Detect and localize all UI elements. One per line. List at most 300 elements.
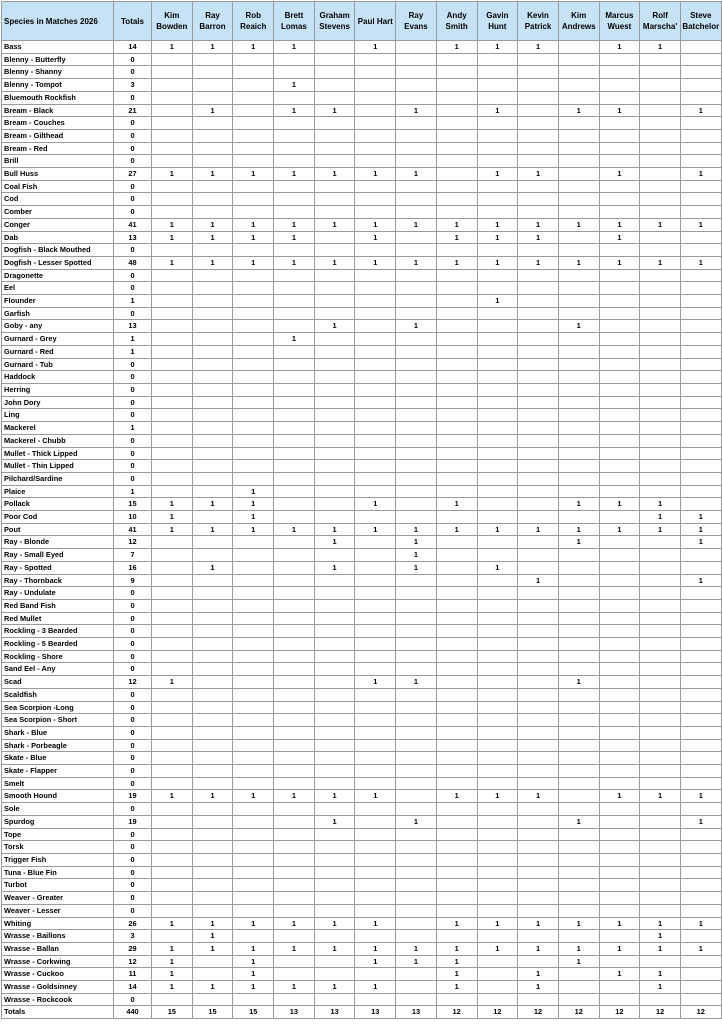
species-total: 0 (114, 193, 152, 206)
catch-mark (518, 142, 559, 155)
species-total: 3 (114, 79, 152, 92)
catch-mark (192, 295, 233, 308)
catch-mark (518, 752, 559, 765)
catch-mark (192, 460, 233, 473)
catch-mark (152, 828, 193, 841)
table-row (2, 536, 722, 549)
catch-mark: 1 (680, 218, 721, 231)
catch-mark: 1 (680, 790, 721, 803)
catch-mark (314, 434, 355, 447)
catch-mark (436, 676, 477, 689)
catch-mark (477, 383, 518, 396)
catch-mark: 1 (192, 256, 233, 269)
catch-mark (477, 752, 518, 765)
catch-mark (599, 79, 640, 92)
catch-mark (355, 701, 396, 714)
catch-mark (314, 803, 355, 816)
catch-mark (680, 561, 721, 574)
catch-mark (680, 282, 721, 295)
catch-mark: 1 (274, 942, 315, 955)
catch-mark (558, 282, 599, 295)
catch-mark (396, 129, 437, 142)
species-total: 0 (114, 587, 152, 600)
catch-mark (152, 688, 193, 701)
table-row (2, 739, 722, 752)
catch-mark (233, 726, 274, 739)
catch-mark (274, 142, 315, 155)
catch-mark (192, 841, 233, 854)
catch-mark (314, 231, 355, 244)
catch-mark: 1 (314, 790, 355, 803)
catch-mark (192, 180, 233, 193)
catch-mark (558, 688, 599, 701)
species-name: Rockling - Shore (2, 650, 114, 663)
species-name: Wrasse - Baillons (2, 930, 114, 943)
catch-mark (355, 307, 396, 320)
catch-mark (233, 625, 274, 638)
catch-mark (599, 244, 640, 257)
catch-mark (274, 587, 315, 600)
catch-mark (192, 854, 233, 867)
catch-mark: 1 (436, 917, 477, 930)
catch-mark (477, 91, 518, 104)
catch-mark: 1 (680, 168, 721, 181)
catch-mark (558, 879, 599, 892)
species-total: 0 (114, 841, 152, 854)
catch-mark (640, 726, 681, 739)
catch-mark (314, 777, 355, 790)
species-total: 0 (114, 828, 152, 841)
species-name: Wrasse - Ballan (2, 942, 114, 955)
catch-mark (396, 739, 437, 752)
catch-mark (152, 117, 193, 130)
catch-mark (680, 371, 721, 384)
catch-mark (518, 307, 559, 320)
catch-mark (477, 307, 518, 320)
species-total: 0 (114, 599, 152, 612)
catch-mark (436, 765, 477, 778)
catch-mark (355, 714, 396, 727)
catch-mark (436, 371, 477, 384)
catch-mark (640, 396, 681, 409)
catch-mark: 1 (518, 218, 559, 231)
catch-mark (274, 396, 315, 409)
catch-mark (599, 726, 640, 739)
catch-mark (640, 625, 681, 638)
catch-mark: 1 (233, 790, 274, 803)
catch-mark (518, 815, 559, 828)
catch-mark: 1 (558, 523, 599, 536)
catch-mark (599, 993, 640, 1006)
catch-mark (152, 485, 193, 498)
catch-mark: 1 (599, 256, 640, 269)
species-total: 0 (114, 434, 152, 447)
catch-mark (396, 91, 437, 104)
catch-mark (274, 904, 315, 917)
catch-mark (233, 765, 274, 778)
catch-mark (233, 282, 274, 295)
catch-mark (152, 383, 193, 396)
catch-mark: 1 (355, 231, 396, 244)
catch-mark (640, 676, 681, 689)
catch-mark: 1 (396, 523, 437, 536)
catch-mark (233, 701, 274, 714)
species-total: 27 (114, 168, 152, 181)
catch-mark: 1 (192, 942, 233, 955)
catch-mark (599, 333, 640, 346)
catch-mark (152, 320, 193, 333)
catch-mark: 1 (436, 523, 477, 536)
catch-mark (436, 66, 477, 79)
catch-mark (274, 511, 315, 524)
species-total: 0 (114, 206, 152, 219)
catch-mark (355, 930, 396, 943)
table-row (2, 511, 722, 524)
catch-mark (477, 409, 518, 422)
catch-mark (477, 841, 518, 854)
catch-mark: 1 (599, 790, 640, 803)
table-row (2, 256, 722, 269)
table-row (2, 434, 722, 447)
catch-mark (640, 307, 681, 320)
catch-mark (152, 53, 193, 66)
table-row (2, 587, 722, 600)
catch-mark: 1 (192, 41, 233, 54)
catch-mark (436, 879, 477, 892)
catch-mark (192, 472, 233, 485)
species-name: Red Mullet (2, 612, 114, 625)
catch-mark (477, 676, 518, 689)
species-total: 0 (114, 765, 152, 778)
angler-total: 12 (599, 1006, 640, 1019)
catch-mark (396, 981, 437, 994)
species-name: Torsk (2, 841, 114, 854)
catch-mark: 1 (233, 256, 274, 269)
species-name: Trigger Fish (2, 854, 114, 867)
catch-mark: 1 (436, 231, 477, 244)
catch-mark (640, 765, 681, 778)
catch-mark (680, 91, 721, 104)
catch-mark (558, 599, 599, 612)
species-total: 0 (114, 752, 152, 765)
catch-mark (314, 383, 355, 396)
species-total: 0 (114, 904, 152, 917)
catch-mark (274, 358, 315, 371)
catch-mark (396, 307, 437, 320)
catch-mark (274, 371, 315, 384)
species-total: 0 (114, 714, 152, 727)
catch-mark (274, 66, 315, 79)
catch-mark (314, 904, 355, 917)
catch-mark (436, 625, 477, 638)
catch-mark (274, 892, 315, 905)
catch-mark (640, 701, 681, 714)
catch-mark: 1 (640, 256, 681, 269)
table-title: Species in Matches 2026 (2, 2, 114, 41)
catch-mark (599, 828, 640, 841)
catch-mark: 1 (477, 295, 518, 308)
catch-mark (436, 206, 477, 219)
catch-mark (436, 193, 477, 206)
catch-mark (192, 803, 233, 816)
species-name: Gurnard - Red (2, 345, 114, 358)
catch-mark (314, 485, 355, 498)
catch-mark (396, 409, 437, 422)
catch-mark (192, 320, 233, 333)
catch-mark (233, 841, 274, 854)
catch-mark (314, 930, 355, 943)
catch-mark (640, 434, 681, 447)
species-total: 26 (114, 917, 152, 930)
catch-mark (477, 828, 518, 841)
catch-mark (518, 930, 559, 943)
catch-mark (558, 726, 599, 739)
catch-mark (274, 866, 315, 879)
grand-total: 440 (114, 1006, 152, 1019)
catch-mark (558, 371, 599, 384)
catch-mark (233, 803, 274, 816)
catch-mark: 1 (599, 917, 640, 930)
catch-mark (599, 117, 640, 130)
catch-mark (640, 549, 681, 562)
species-name: Dab (2, 231, 114, 244)
catch-mark (436, 485, 477, 498)
catch-mark: 1 (640, 523, 681, 536)
catch-mark (477, 129, 518, 142)
catch-mark (314, 41, 355, 54)
species-name: Shark - Porbeagle (2, 739, 114, 752)
species-total: 29 (114, 942, 152, 955)
catch-mark (314, 345, 355, 358)
catch-mark (558, 129, 599, 142)
catch-mark (436, 460, 477, 473)
catch-mark (599, 320, 640, 333)
catch-mark (640, 269, 681, 282)
catch-mark (640, 638, 681, 651)
catch-mark (680, 295, 721, 308)
catch-mark (558, 549, 599, 562)
catch-mark (396, 892, 437, 905)
catch-mark (355, 574, 396, 587)
catch-mark: 1 (355, 790, 396, 803)
totals-header: Totals (114, 2, 152, 41)
catch-mark (314, 726, 355, 739)
catch-mark (477, 904, 518, 917)
catch-mark (396, 295, 437, 308)
catch-mark: 1 (558, 676, 599, 689)
catch-mark (396, 663, 437, 676)
catch-mark (233, 53, 274, 66)
catch-mark (640, 333, 681, 346)
species-name: Bream - Black (2, 104, 114, 117)
catch-mark (640, 460, 681, 473)
catch-mark (233, 307, 274, 320)
catch-mark (314, 739, 355, 752)
catch-mark (274, 739, 315, 752)
catch-mark (436, 993, 477, 1006)
catch-mark (558, 765, 599, 778)
catch-mark: 1 (233, 41, 274, 54)
catch-mark (233, 472, 274, 485)
catch-mark: 1 (640, 41, 681, 54)
catch-mark (680, 599, 721, 612)
catch-mark (518, 383, 559, 396)
catch-mark (314, 142, 355, 155)
catch-mark (274, 663, 315, 676)
species-total: 0 (114, 269, 152, 282)
species-total: 0 (114, 625, 152, 638)
catch-mark (152, 536, 193, 549)
table-row (2, 472, 722, 485)
catch-mark (355, 892, 396, 905)
catch-mark (436, 320, 477, 333)
species-table (1, 1, 722, 1019)
catch-mark (599, 739, 640, 752)
table-row (2, 676, 722, 689)
catch-mark: 1 (518, 231, 559, 244)
catch-mark (396, 371, 437, 384)
table-row (2, 295, 722, 308)
catch-mark (233, 714, 274, 727)
catch-mark (396, 79, 437, 92)
catch-mark (599, 485, 640, 498)
catch-mark (599, 638, 640, 651)
catch-mark (192, 358, 233, 371)
catch-mark (640, 383, 681, 396)
catch-mark (192, 815, 233, 828)
catch-mark (396, 866, 437, 879)
catch-mark (558, 333, 599, 346)
catch-mark (152, 815, 193, 828)
catch-mark (436, 866, 477, 879)
catch-mark (355, 104, 396, 117)
table-row (2, 371, 722, 384)
catch-mark: 1 (274, 168, 315, 181)
catch-mark (599, 777, 640, 790)
catch-mark: 1 (477, 942, 518, 955)
catch-mark (436, 396, 477, 409)
catch-mark (192, 892, 233, 905)
table-row (2, 701, 722, 714)
catch-mark (477, 612, 518, 625)
catch-mark (680, 193, 721, 206)
species-name: Gurnard - Grey (2, 333, 114, 346)
catch-mark: 1 (640, 981, 681, 994)
catch-mark (314, 879, 355, 892)
catch-mark (518, 638, 559, 651)
catch-mark (477, 447, 518, 460)
catch-mark (396, 688, 437, 701)
table-row (2, 955, 722, 968)
catch-mark (477, 358, 518, 371)
catch-mark (396, 904, 437, 917)
catch-mark (233, 815, 274, 828)
catch-mark: 1 (152, 790, 193, 803)
catch-mark (355, 447, 396, 460)
catch-mark (152, 638, 193, 651)
catch-mark (355, 854, 396, 867)
catch-mark (558, 434, 599, 447)
catch-mark (192, 549, 233, 562)
catch-mark (436, 409, 477, 422)
catch-mark (640, 129, 681, 142)
species-name: Bream - Gilthead (2, 129, 114, 142)
catch-mark (680, 472, 721, 485)
species-name: Rockling - 3 Bearded (2, 625, 114, 638)
catch-mark (396, 765, 437, 778)
angler-total: 12 (436, 1006, 477, 1019)
catch-mark (477, 511, 518, 524)
catch-mark (518, 714, 559, 727)
catch-mark (558, 244, 599, 257)
catch-mark (640, 485, 681, 498)
catch-mark: 1 (558, 104, 599, 117)
catch-mark (640, 714, 681, 727)
catch-mark: 1 (477, 218, 518, 231)
catch-mark (274, 726, 315, 739)
catch-mark: 1 (192, 917, 233, 930)
catch-mark (233, 549, 274, 562)
species-name: Pollack (2, 498, 114, 511)
catch-mark (314, 206, 355, 219)
catch-mark: 1 (233, 485, 274, 498)
catch-mark (599, 447, 640, 460)
catch-mark (396, 574, 437, 587)
catch-mark (599, 752, 640, 765)
species-total: 0 (114, 244, 152, 257)
catch-mark (355, 561, 396, 574)
catch-mark (436, 904, 477, 917)
catch-mark (355, 841, 396, 854)
species-name: Tuna - Blue Fin (2, 866, 114, 879)
catch-mark (233, 358, 274, 371)
catch-mark (558, 409, 599, 422)
catch-mark (436, 536, 477, 549)
catch-mark (152, 930, 193, 943)
catch-mark (558, 930, 599, 943)
catch-mark (477, 968, 518, 981)
catch-mark (152, 434, 193, 447)
catch-mark (558, 345, 599, 358)
catch-mark (152, 371, 193, 384)
catch-mark (355, 180, 396, 193)
catch-mark (314, 53, 355, 66)
catch-mark: 1 (274, 79, 315, 92)
catch-mark (558, 422, 599, 435)
catch-mark (233, 904, 274, 917)
catch-mark (355, 765, 396, 778)
species-total: 0 (114, 777, 152, 790)
catch-mark: 1 (152, 218, 193, 231)
catch-mark (640, 180, 681, 193)
catch-mark (640, 803, 681, 816)
catch-mark: 1 (640, 790, 681, 803)
catch-mark (152, 79, 193, 92)
catch-mark (518, 765, 559, 778)
catch-mark (518, 549, 559, 562)
catch-mark: 1 (477, 917, 518, 930)
catch-mark (192, 447, 233, 460)
catch-mark (680, 460, 721, 473)
catch-mark (518, 358, 559, 371)
catch-mark (152, 422, 193, 435)
catch-mark (192, 599, 233, 612)
catch-mark (558, 612, 599, 625)
catch-mark (314, 587, 355, 600)
catch-mark (436, 53, 477, 66)
catch-mark (558, 650, 599, 663)
catch-mark (274, 307, 315, 320)
